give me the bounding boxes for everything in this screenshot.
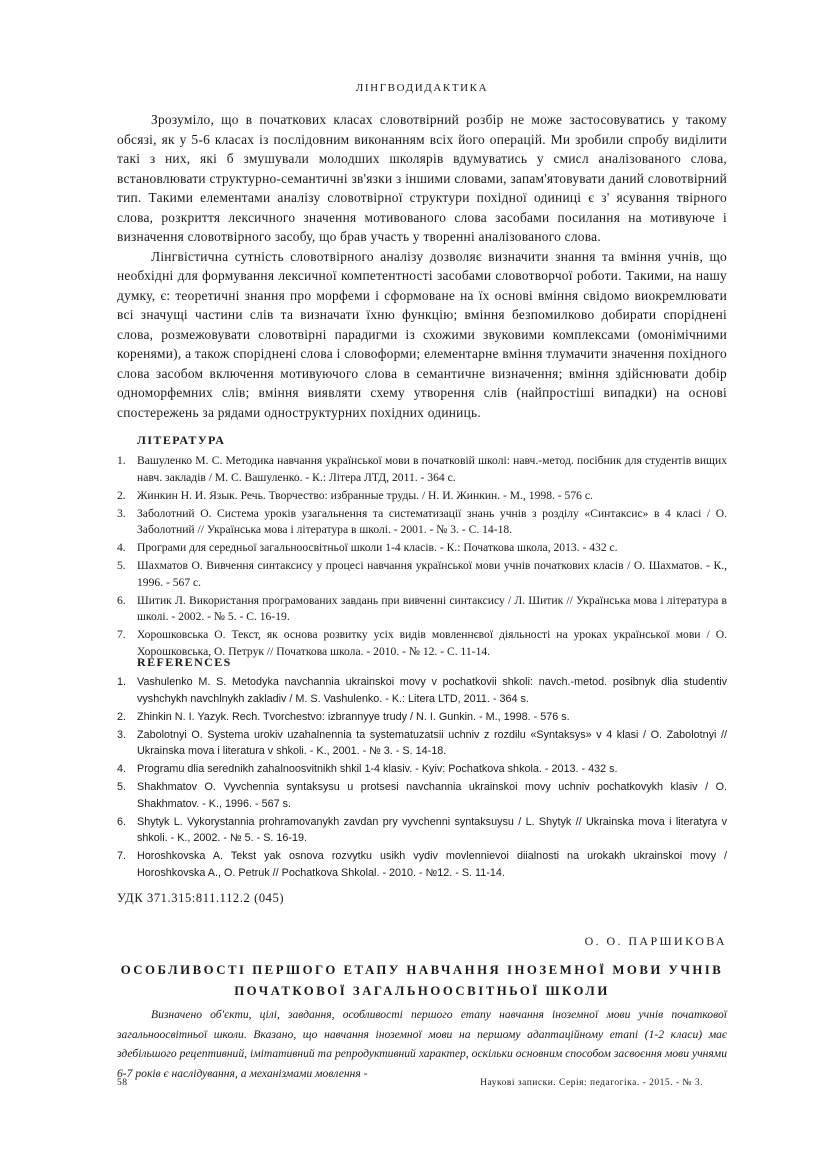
literature-item: 7. Хорошковська О. Текст, як основа розвитку усіх видів мовленнєвої діяльності на уроках української мови / О. Хорошковська, О. Петрук // Початкова школа. - 2010. - № 12. - С. 11-14. — [117, 628, 727, 658]
article-abstract — [117, 1005, 727, 1083]
reference-item: 2. Zhinkin N. I. Yazyk. Rech. Tvorchestvo: izbrannyye trudy / N. I. Gunkin. - M., 1998. - 576 s. — [117, 710, 570, 723]
article-title-line: ПОЧАТКОВОЇ ЗАГАЛЬНООСВІТНЬОЇ ШКОЛИ — [234, 984, 610, 998]
body-paragraph: Зрозуміло, що в початкових класах словотвірний розбір не може застосовуватись у такому обсязі, як у 5-6 класах із послідовним виконанням всіх його операцій. Ми зробили спробу виділити такі з них, які б змушували молодших школярів вдумуватись у смисл аналізованого слова, встановлювати структурно-семантичні зв'язки з іншими словами, запам'ятовувати даний словотвірний тип. Такими елементами аналізу словотвірної структури похідної одиниці є з' ясування твірного слова, розкриття лексичного значення мотивованого слова засобами посилання на мотивуюче і визначення словотвірного засобу, що брав участь у творенні аналізованого слова. — [117, 112, 727, 244]
page-number: 58 — [117, 1078, 128, 1088]
reference-item: 7. Horoshkovska A. Tekst yak osnova rozvytku usikh vydiv movlennievoi diialnosti na urokakh ukrainskoi movy / Horoshkovska A., O. Petruk // Pochatkova Shkolal. - 2010. - №12. - S. 11-14. — [117, 850, 727, 879]
reference-item: 3. Zabolotnyi O. Systema urokiv uzahalnennia ta systematuzatsii uchniv z rozdilu «Syntaksys» v 4 klasi / O. Zabolotnyi // Ukrainska mova i literatura v shkoli. - K., 2001. - № 3. - S. 14-18. — [117, 728, 727, 757]
literature-heading: ЛІТЕРАТУРА — [137, 433, 226, 447]
article-title-line: ОСОБЛИВОСТІ ПЕРШОГО ЕТАПУ НАВЧАННЯ ІНОЗЕМНОЇ МОВИ УЧНІВ — [120, 963, 724, 977]
article-author: О. О. ПАРШИКОВА — [584, 934, 727, 948]
reference-item: 4. Programu dlia serednikh zahalnoosvitnikh shkil 1-4 klasiv. - Kyiv: Pochatkova shkola. - 2013. - 432 s. — [117, 763, 618, 775]
reference-item: 6. Shytyk L. Vykorystannia prohramovanykh zavdan pry vyvchenni syntaksuysu / L. Shytyk // Ukrainska mova i literatyra v shkoli. - K., 2002. - № 5. - S. 16-19. — [117, 815, 727, 844]
reference-item: 1. Vashulenko M. S. Metodyka navchannia ukrainskoi movy v pochatkovii shkoli: navch.-metod. posibnyk dlia studentiv vyshchykh navchlnykh zakladiv / M. S. Vashulenko. - K.: Litera LTD, 2011. - 364 s. — [117, 676, 727, 705]
journal-reference: Наукові записки. Серія: педагогіка. - 2015. - № 3. — [480, 1078, 703, 1088]
literature-item: 2. Жинкин Н. И. Язык. Речь. Творчество: избранные труды. / Н. И. Жинкин. - М., 1998. - 576 с. — [117, 488, 593, 502]
references-list — [117, 674, 727, 883]
literature-item: 3. Заболотний О. Система уроків узагальнення та систематизації знань учнів з розділу «Синтаксис» в 4 класі / О. Заболотний // Українська мова і література в школі. - 2001. - № 3. - С. 14-18. — [117, 506, 727, 536]
udk-code: УДК 371.315:811.112.2 (045) — [117, 891, 285, 905]
literature-item: 4. Програми для середньої загальноосвітньої школи 1-4 класів. - К.: Початкова школа, 2013. - 432 с. — [117, 541, 618, 554]
references-heading: REFERENCES — [137, 655, 232, 669]
literature-item: 6. Шитик Л. Використання програмованих завдань при вивченні синтаксису / Л. Шитик // Українська мова і література в школі. - 2002. - № 5. - С. 16-19. — [117, 593, 727, 623]
literature-item: 5. Шахматов О. Вивчення синтаксису у процесі навчання української мови учнів початкових класів / О. Шахматов. - К., 1996. - 567 с. — [117, 559, 727, 589]
section-header: ЛІНГВОДИДАКТИКА — [355, 82, 489, 94]
reference-item: 5. Shakhmatov O. Vyvchennia syntaksysu u protsesi navchannia ukrainskoi movy uchniv pochatkovykh klasiv / O. Shakhmatov. - K., 1996. - 567 s. — [117, 781, 727, 810]
body-text — [117, 110, 727, 422]
abstract-text: Визначено об'єкти, цілі, завдання, особливості першого етапу навчання іноземної мови учнів початкової загальноосвітньої школи. Вказано, що навчання іноземної мови на першому адаптаційному етапі (1-2 класи) має здебільшого рецептивний, імітативний та репродуктивний характер, оскільки основним способом засвоєння мови учнями 6-7 років є наслідування, а механізмами мовлення - — [117, 1008, 727, 1080]
body-paragraph: Лінгвістична сутність словотвірного аналізу дозволяє визначити знання та вміння учнів, що необхідні для формування лексичної компетентності засобами словотворчої роботи. Такими, на нашу думку, є: теоретичні знання про морфеми і сформоване на їх основі вміння свідомо виокремлювати всі значущі частини слів та визначати їхню функцію; вміння безпомилково добирати споріднені слова, розмежовувати словотвірні парадигми із схожими звуковими комплексами (омонімічними коренями), а також споріднені слова і словоформи; елементарне вміння тлумачити значення похідного слова засобом включення мотивуючого слова в семантичне визначення; вміння здійснювати добір одноморфемних слів; вміння виявляти схему утворення слів (найпростіші випадки) на основі спостережень за рядами одноструктурних похідних одиниць. — [117, 248, 727, 420]
article-title — [117, 960, 727, 1002]
literature-item: 1. Вашуленко М. С. Методика навчання української мови в початковій школі: навч.-метод. посібник для студентів вищих навч. закладів / М. С. Вашуленко. - К.: Літера ЛТД, 2011. - 364 с. — [117, 454, 727, 484]
literature-list — [117, 453, 727, 662]
